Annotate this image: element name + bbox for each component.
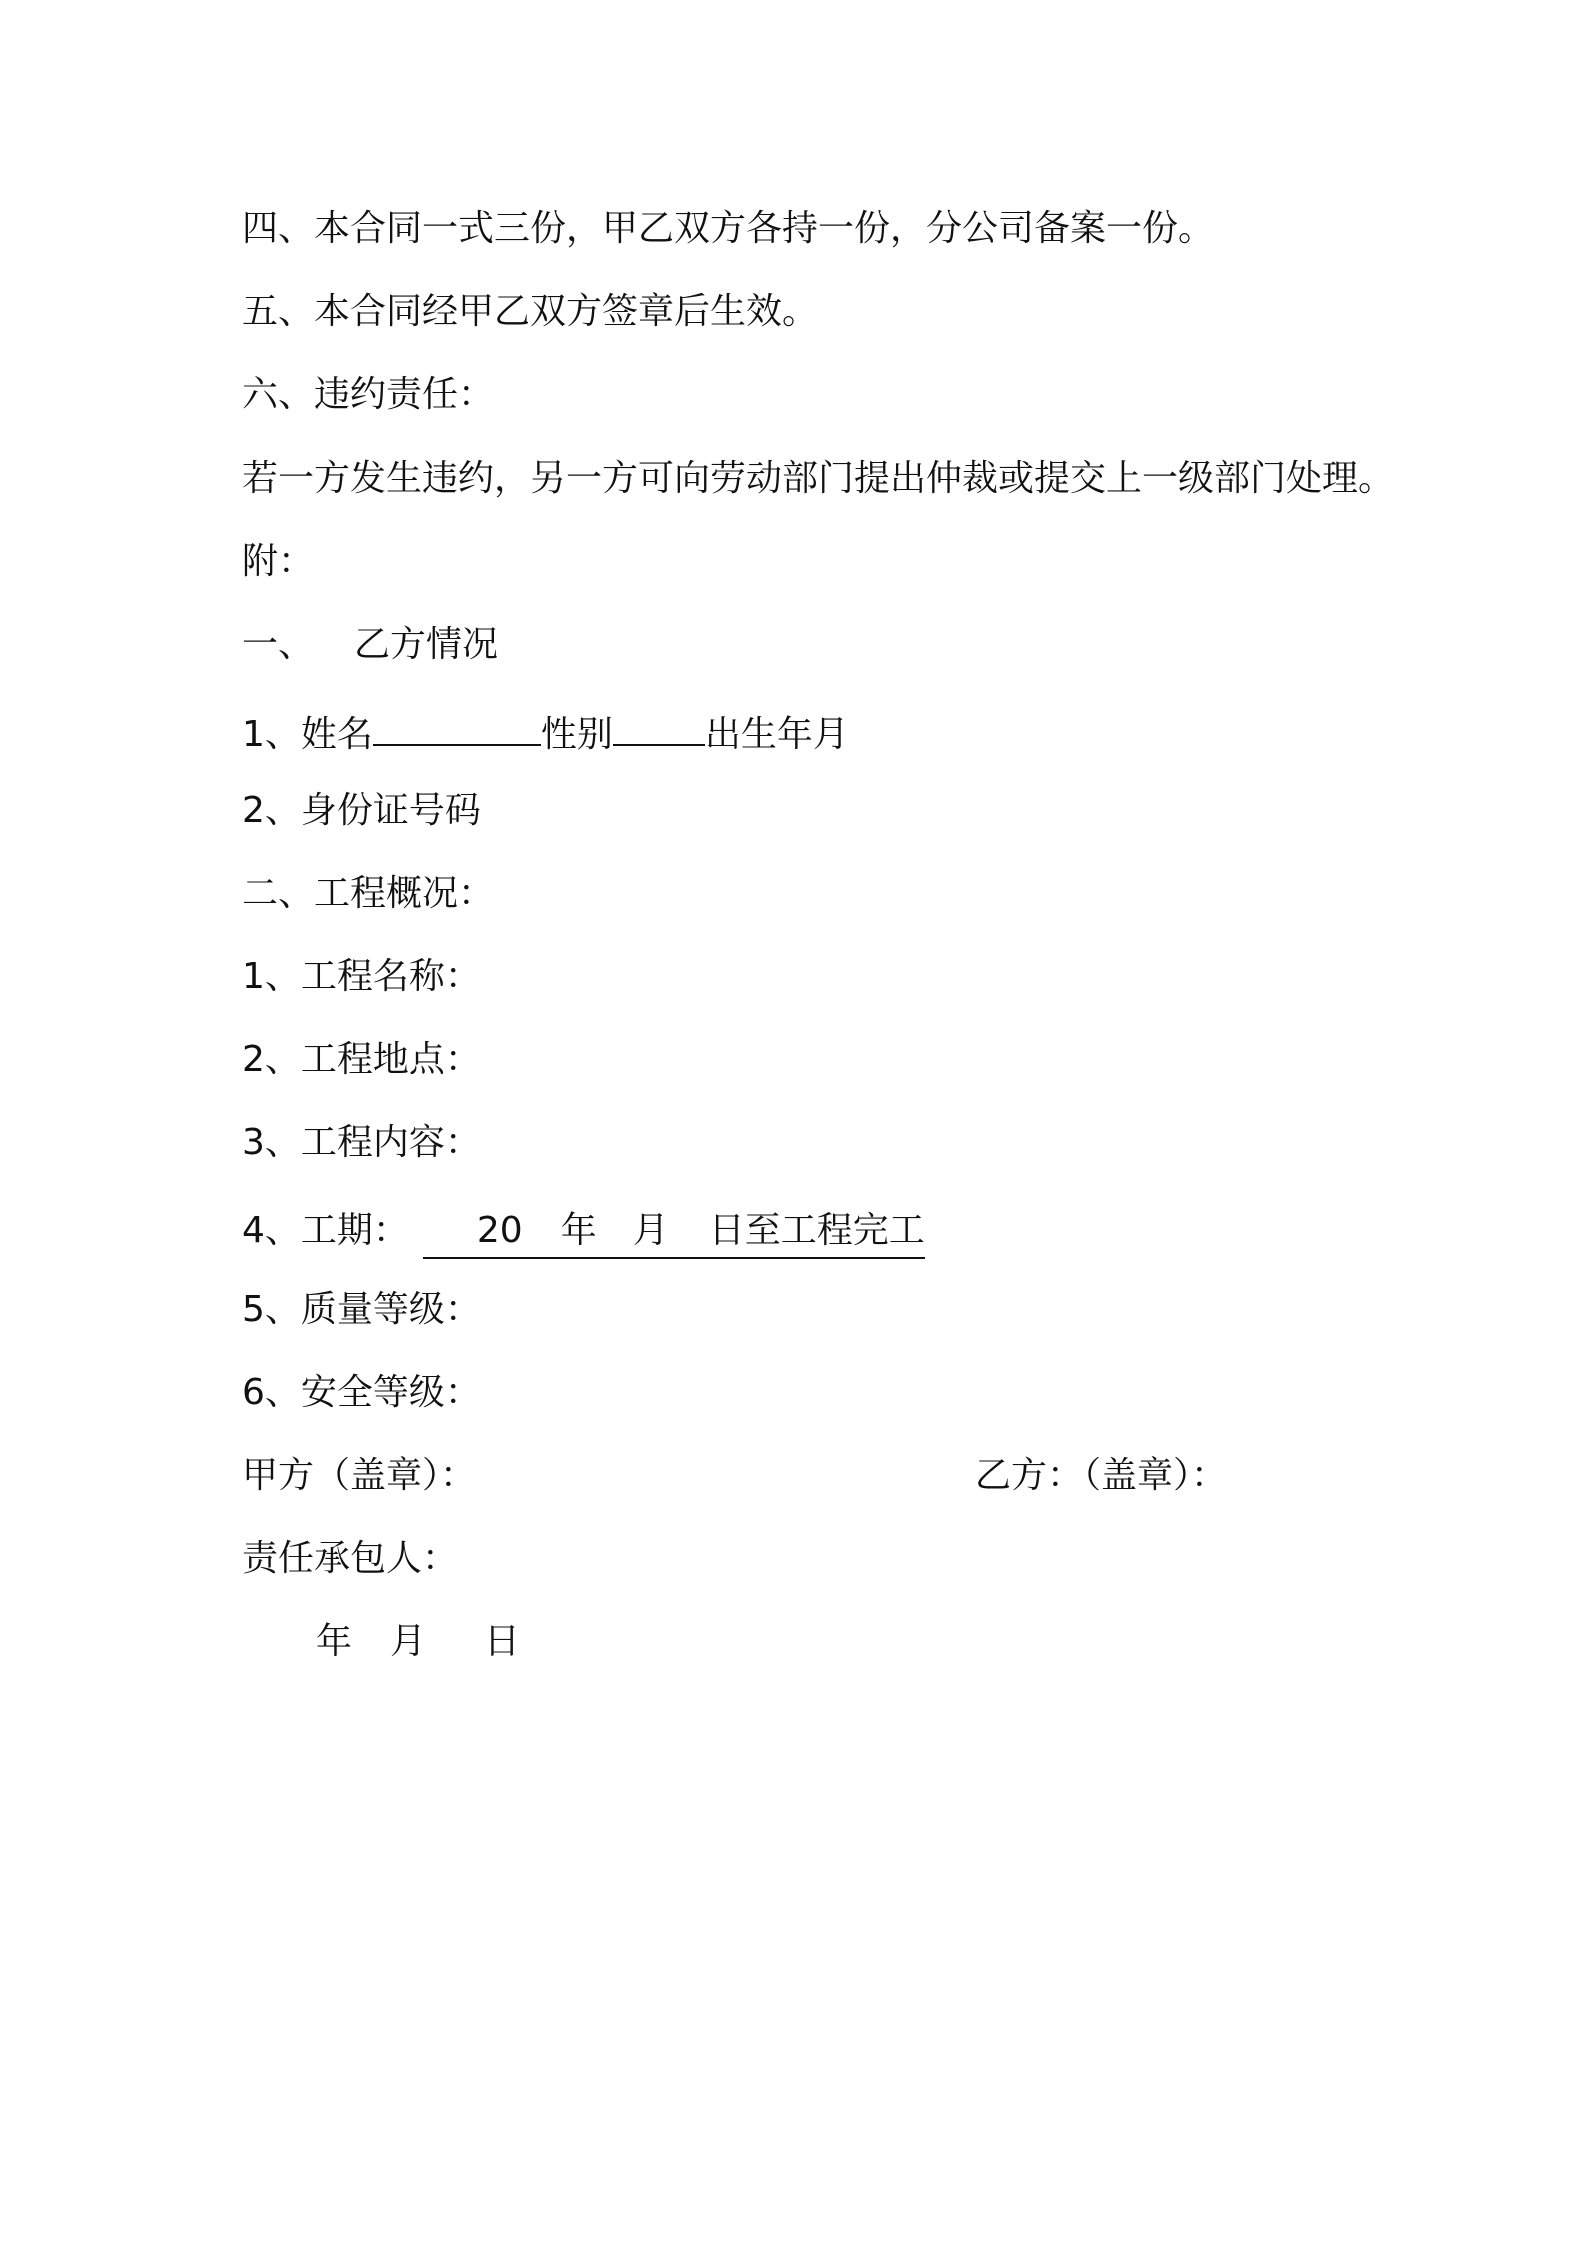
clause-six-body: 若一方发生违约，另一方可向劳动部门提出仲裁或提交上一级部门处理。 (242, 458, 1395, 499)
date-month: 月 (390, 1621, 427, 1662)
project-quality-row: 5、质量等级： (242, 1289, 481, 1330)
party-b-name-row (242, 704, 849, 755)
project-period-row (242, 1207, 925, 1255)
date-year: 年 (316, 1621, 353, 1662)
party-a-seal: 甲方（盖章）： (242, 1455, 477, 1496)
appendix-label: 附： (242, 541, 315, 582)
birth-label: 出生年月 (704, 714, 849, 755)
party-b-id-row: 2、身份证号码 (242, 790, 481, 831)
period-year-prefix: 20 (476, 1210, 523, 1251)
responsible-contractor: 责任承包人： (242, 1538, 459, 1579)
clause-four: 四、本合同一式三份，甲乙双方各持一份，分公司备案一份。 (242, 208, 1215, 249)
gender-label: 性别 (540, 714, 613, 755)
period-label: 4、工期： (242, 1210, 409, 1251)
clause-six-heading: 六、违约责任： (242, 374, 495, 415)
clause-five: 五、本合同经甲乙双方签章后生效。 (242, 291, 819, 332)
party-b-seal: 乙方：（盖章）： (975, 1455, 1228, 1496)
section-two-heading: 二、工程概况： (242, 873, 495, 914)
gender-blank[interactable] (613, 704, 705, 746)
date-day: 日 (484, 1621, 521, 1662)
name-label: 1、姓名 (242, 714, 373, 755)
period-year: 年 (560, 1210, 597, 1251)
signature-date (316, 1618, 520, 1666)
project-content-row: 3、工程内容： (242, 1122, 481, 1163)
name-blank[interactable] (373, 704, 541, 746)
section-one-number: 一、 (242, 624, 315, 665)
project-name-row: 1、工程名称： (242, 956, 481, 997)
project-safety-row: 6、安全等级： (242, 1372, 481, 1413)
period-end: 日至工程完工 (708, 1210, 925, 1251)
period-field[interactable] (423, 1207, 925, 1259)
project-location-row: 2、工程地点： (242, 1039, 481, 1080)
period-month: 月 (632, 1210, 669, 1251)
section-one-title: 乙方情况 (354, 624, 499, 665)
appendix-section-one (242, 621, 498, 669)
